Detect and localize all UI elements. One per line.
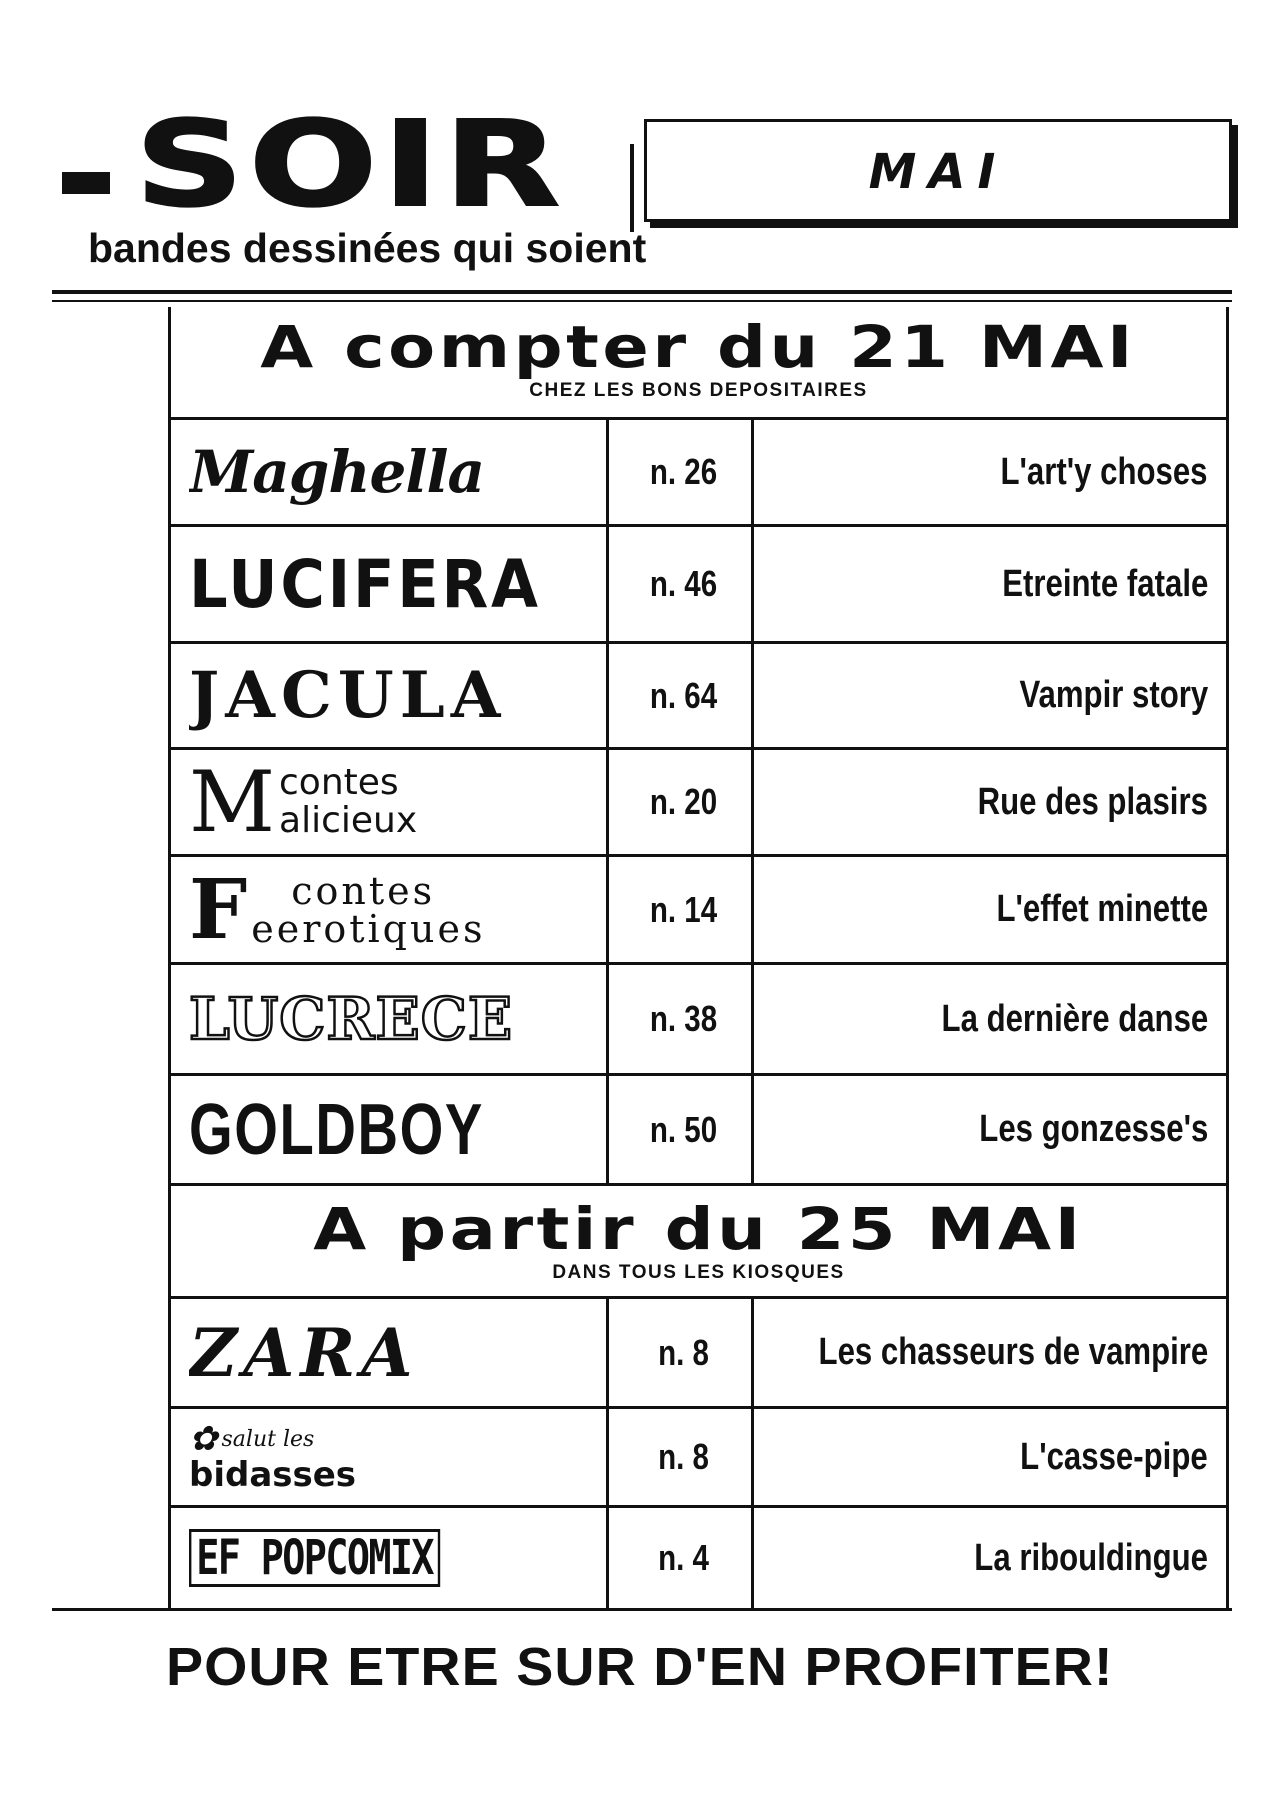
issue-number: n. 14 xyxy=(649,888,718,930)
table-row xyxy=(171,1409,1226,1505)
salut-les-bidasses-logo xyxy=(189,1419,357,1495)
title-logo-goldboy: GOLDBOY xyxy=(189,1089,484,1170)
title-logo-zara: ZARA xyxy=(189,1313,419,1392)
top-rule-thin xyxy=(52,300,1232,302)
table-row xyxy=(171,750,1226,854)
logo-line: salut les xyxy=(221,1426,315,1452)
table-row xyxy=(171,965,1226,1073)
column-divider xyxy=(606,417,609,1186)
month-label: MAI xyxy=(868,144,1008,200)
top-rule xyxy=(52,290,1232,294)
section-title: A compter du 21 MAI xyxy=(260,313,1137,381)
story-title: Les gonzesse's xyxy=(978,1108,1208,1150)
logo-line: bidasses xyxy=(189,1455,357,1495)
flower-icon: ✿ xyxy=(189,1419,218,1459)
issue-number: n. 46 xyxy=(649,563,718,604)
column-divider xyxy=(751,417,754,1186)
section-subtitle: DANS TOUS LES KIOSQUES xyxy=(552,1262,845,1283)
contes-feerotiques-logo xyxy=(189,861,486,958)
contes-malicieux-logo xyxy=(189,753,418,851)
story-title: Vampir story xyxy=(1019,674,1208,716)
logo-line: eerotiques xyxy=(251,906,486,951)
issue-number: n. 4 xyxy=(658,1537,709,1578)
story-title: L'casse-pipe xyxy=(1020,1435,1208,1478)
month-box xyxy=(644,119,1232,222)
table-row xyxy=(171,1508,1226,1608)
section-header-2 xyxy=(168,1195,1229,1284)
story-title: Etreinte fatale xyxy=(1001,562,1208,605)
masthead-subtitle: bandes dessinées qui soient xyxy=(88,225,647,271)
title-logo-maghella: Maghella xyxy=(189,438,485,506)
story-title: L'art'y choses xyxy=(1000,450,1208,493)
table-row xyxy=(171,527,1226,641)
section-title: A partir du 25 MAI xyxy=(313,1195,1084,1263)
issue-number: n. 8 xyxy=(658,1331,709,1373)
title-dash xyxy=(62,172,110,194)
logo-line: contes xyxy=(291,868,436,913)
table-row xyxy=(171,857,1226,962)
table-row xyxy=(171,420,1226,524)
section-header-1 xyxy=(168,313,1229,402)
story-title: La dernière danse xyxy=(941,997,1208,1040)
title-logo-lucifera: LUCIFERA xyxy=(189,545,541,623)
title-logo-lucrece: LUCRECE xyxy=(189,985,514,1053)
column-divider xyxy=(606,1296,609,1611)
month-box-bracket xyxy=(630,144,634,232)
issue-number: n. 50 xyxy=(649,1108,718,1150)
bottom-rule xyxy=(52,1608,1232,1611)
title-logo-contes-feerotiques xyxy=(189,857,609,962)
title-logo-contes-malicieux xyxy=(189,750,609,854)
issue-number: n. 38 xyxy=(649,998,718,1039)
column-divider xyxy=(751,1296,754,1611)
footer-slogan: POUR ETRE SUR D'EN PROFITER! xyxy=(166,1637,1114,1697)
logo-line: alicieux xyxy=(279,800,418,841)
table-row xyxy=(171,1076,1226,1183)
story-title: Les chasseurs de vampire xyxy=(818,1331,1208,1373)
title-logo-salut-les-bidasses xyxy=(189,1409,609,1505)
issue-number: n. 8 xyxy=(658,1436,709,1477)
logo-initial: M xyxy=(189,753,276,851)
issue-number: n. 64 xyxy=(649,674,718,716)
masthead-title: SOIR xyxy=(135,95,566,233)
logo-line: contes xyxy=(279,762,399,804)
row-divider xyxy=(168,1183,1229,1186)
story-title: Rue des plasirs xyxy=(977,780,1208,823)
title-logo-jacula: JACULA xyxy=(189,658,507,733)
logo-initial: F xyxy=(189,861,248,958)
issue-number: n. 20 xyxy=(649,781,718,822)
table-row xyxy=(171,1299,1226,1406)
title-logo-ef-popcomix: EF POPCOMIX xyxy=(189,1508,609,1608)
story-title: La ribouldingue xyxy=(974,1536,1208,1579)
issue-number: n. 26 xyxy=(649,451,718,492)
table-row xyxy=(171,644,1226,747)
section-subtitle: CHEZ LES BONS DEPOSITAIRES xyxy=(529,380,868,401)
story-title: L'effet minette xyxy=(996,888,1208,930)
